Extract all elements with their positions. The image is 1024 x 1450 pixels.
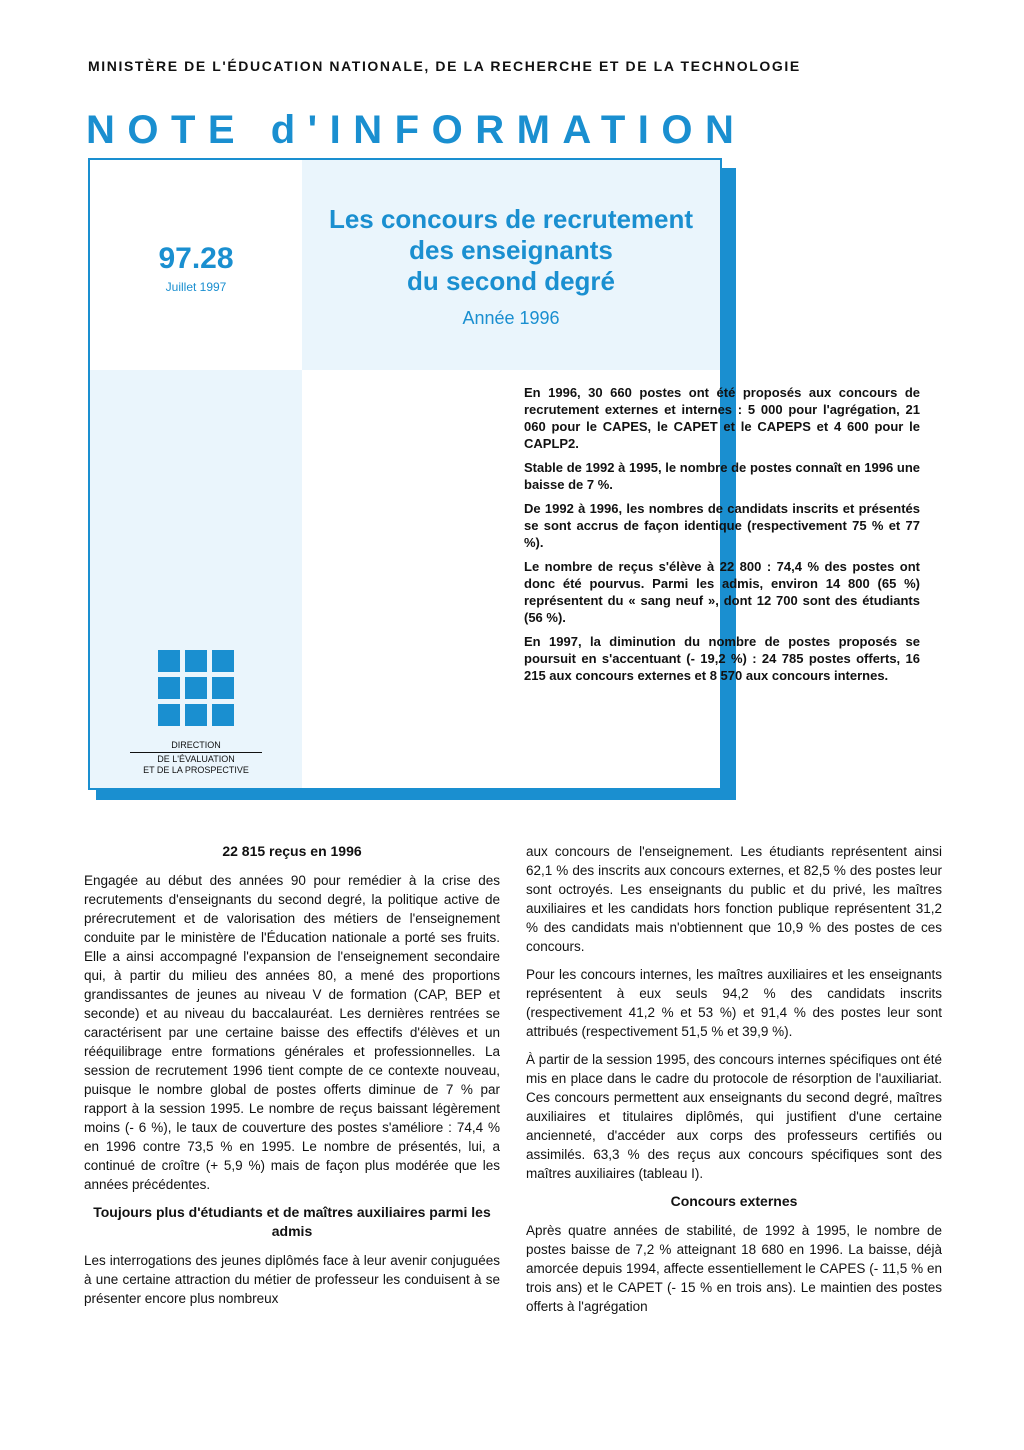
logo-cell xyxy=(90,370,302,788)
body-paragraph: Après quatre années de stabilité, de 1992 à 1995, le nombre de postes baisse de 7,2 % atteignant 18 680 en 1996. La baisse, déjà amorcée depuis 1994, affecte essentiellement le CAPES (- 11,5 % en trois ans) et le CAPET (- 15 % en trois ans). Le maintien des postes offerts à l'agrégation xyxy=(526,1223,942,1314)
summary-paragraph: En 1997, la diminution du nombre de postes proposés se poursuit en s'accentuant (- 19,2 %) : 24 785 postes offerts, 16 215 aux concours externes et 8 570 aux concours internes. xyxy=(524,634,920,683)
department-line: DE L'ÉVALUATION xyxy=(157,754,235,764)
department-name xyxy=(130,740,262,776)
summary xyxy=(524,384,920,691)
note-title: NOTE d'INFORMATION xyxy=(86,108,747,152)
headline-year: Année 1996 xyxy=(462,308,560,328)
summary-paragraph: Stable de 1992 à 1995, le nombre de postes connaît en 1996 une baisse de 7 %. xyxy=(524,460,920,492)
headline-cell xyxy=(302,160,720,370)
department-line: DIRECTION xyxy=(171,740,221,750)
right-column xyxy=(526,842,942,1325)
section-heading: Toujours plus d'étudiants et de maîtres auxiliaires parmi les admis xyxy=(93,1204,491,1239)
issue-cell xyxy=(90,160,302,370)
left-column xyxy=(84,842,500,1317)
department-line: ET DE LA PROSPECTIVE xyxy=(143,765,249,775)
ministry-header: MINISTÈRE DE L'ÉDUCATION NATIONALE, DE LA RECHERCHE ET DE LA TECHNOLOGIE xyxy=(88,58,801,74)
section-heading: Concours externes xyxy=(670,1193,798,1209)
header-box xyxy=(88,158,920,790)
body-paragraph: aux concours de l'enseignement. Les étudiants représentent ainsi 62,1 % des inscrits aux concours externes, et 82,5 % des postes leur sont octroyés. Les enseignants du public et du privé, les maîtres auxiliaires et les candidats hors fonction publique représentent 31,2 % des candidats mais n'obtiennent que 10,9 % des postes de ces concours. xyxy=(526,844,942,954)
summary-paragraph: En 1996, 30 660 postes ont été proposés aux concours de recrutement externes et internes : 5 000 pour l'agrégation, 21 060 pour le CAPES, le CAPET et le CAPEPS et 4 600 pour le CAPLP2. xyxy=(524,385,920,451)
body-paragraph: Pour les concours internes, les maîtres auxiliaires et les enseignants représentent à eux seuls 94,2 % des candidats inscrits (respectivement 41,2 % et 53 %) et 91,4 % des postes leur sont attribués (respectivement 51,5 % et 39,9 %). xyxy=(526,967,942,1039)
headline xyxy=(302,204,720,297)
department-rule xyxy=(130,752,262,753)
summary-paragraph: Le nombre de reçus s'élève à 22 800 : 74,4 % des postes ont donc été pourvus. Parmi les admis, environ 14 800 (65 %) représentent du « sang neuf », dont 12 700 sont des étudiants (56 %). xyxy=(524,559,920,625)
headline-line: des enseignants xyxy=(409,235,613,265)
headline-line: du second degré xyxy=(406,266,616,296)
section-heading: 22 815 reçus en 1996 xyxy=(222,843,362,859)
summary-paragraph: De 1992 à 1996, les nombres de candidats inscrits et présentés se sont accrus de façon identique (respectivement 75 % et 77 %). xyxy=(524,501,920,550)
body-paragraph: Les interrogations des jeunes diplômés face à leur avenir conjuguées à une certaine attraction du métier de professeur les conduisent à se présenter encore plus nombreux xyxy=(84,1253,500,1306)
headline-line: Les concours de recrutement xyxy=(328,204,694,234)
issue-number: 97.28 xyxy=(158,242,234,275)
body-paragraph: Engagée au début des années 90 pour remédier à la crise des recrutements d'enseignants du second degré, la politique active de prérecrutement et de valorisation des métiers de l'enseignement conduite par le ministère de l'Éducation nationale a porté ses fruits. Elle a ainsi accompagné l'expansion de l'enseignement secondaire qui, à partir du milieu des années 80, a mené des proportions grandissantes de jeunes au niveau V de formation (CAP, BEP et seconde) et au niveau du baccalauréat. Les dernières rentrées se caractérisent par une certaine baisse des effectifs d'élèves et un rééquilibrage entre formations générales et professionnelles. La session de recrutement 1996 tient compte de ce contexte nouveau, puisque le nombre global de postes offerts diminue de 7 % par rapport à la session 1995. Le nombre de reçus baissant légèrement moins (- 6 %), le taux de couverture des postes s'améliore : 74,4 % en 1996 contre 73,5 % en 1995. Le nombre de présentés, lui, a continué de croître (+ 5,9 %) mais de façon plus modérée que les années précédentes. xyxy=(84,873,500,1192)
issue-date: Juillet 1997 xyxy=(165,280,227,294)
summary-cell xyxy=(302,370,920,788)
dep-logo-icon xyxy=(158,650,234,726)
body-paragraph: À partir de la session 1995, des concours internes spécifiques ont été mis en place dans le cadre du protocole de résorption de l'auxiliariat. Ces concours permettent aux enseignants du second degré, maîtres auxiliaires et titulaires diplômés, qui justifient d'une certaine ancienneté, d'accéder aux corps des professeurs certifiés ou assimilés. 63,3 % des reçus aux concours spécifiques sont des maîtres auxiliaires (tableau I). xyxy=(526,1052,942,1181)
